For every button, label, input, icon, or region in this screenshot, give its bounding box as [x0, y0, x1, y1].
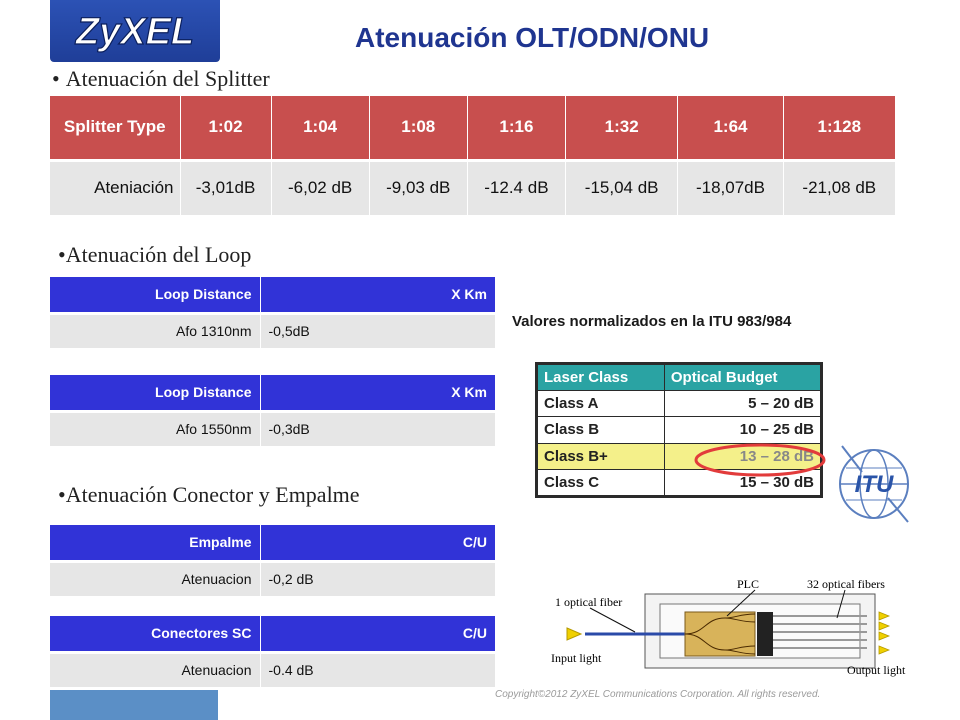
splitter-value-cell: -6,02 dB	[271, 160, 369, 215]
label-optical-fiber: 1 optical fiber	[555, 595, 623, 609]
splitter-value-cell: Ateniación	[50, 160, 180, 215]
loop-row-label: Afo 1550nm	[50, 411, 260, 446]
section-splitter-heading: • Atenuación del Splitter	[52, 66, 270, 91]
loop-table-1310	[50, 277, 495, 348]
splitter-value-cell: -9,03 dB	[369, 160, 467, 215]
connector-row-label: Atenuacion	[50, 652, 260, 687]
bullet-marker: •	[52, 66, 60, 91]
loop-table-1550	[50, 375, 495, 446]
splice-row-label: Atenuacion	[50, 561, 260, 596]
splitter-header-cell: 1:04	[271, 96, 369, 160]
splice-header-unit: C/U	[260, 525, 495, 561]
loop-row-value: -0,5dB	[260, 313, 495, 348]
loop-header-label: Loop Distance	[50, 375, 260, 411]
itu-class: Class A	[538, 391, 665, 417]
section-loop-heading: •Atenuación del Loop	[58, 242, 252, 267]
splitter-header-cell: 1:16	[467, 96, 565, 160]
splitter-header-row	[50, 96, 896, 160]
footer-accent-bar	[50, 690, 218, 720]
copyright-notice: Copyright©2012 ZyXEL Communications Corporation. All rights reserved.	[495, 689, 821, 700]
itu-budget: 10 – 25 dB	[664, 417, 820, 443]
splitter-header-cell: 1:64	[678, 96, 783, 160]
itu-budget: 5 – 20 dB	[664, 391, 820, 417]
splitter-header-cell: 1:08	[369, 96, 467, 160]
connector-sc-table	[50, 616, 495, 687]
splitter-value-cell: -18,07dB	[678, 160, 783, 215]
splitter-value-cell: -21,08 dB	[783, 160, 895, 215]
splitter-header-cell: Splitter Type	[50, 96, 180, 160]
loop-header-label: Loop Distance	[50, 277, 260, 313]
label-output-light: Output light	[847, 663, 906, 677]
page-title: Atenuación OLT/ODN/ONU	[355, 22, 710, 53]
itu-logo-text: ITU	[854, 471, 894, 498]
label-plc: PLC	[737, 577, 760, 591]
zyxel-logo	[50, 0, 220, 62]
splitter-table	[50, 96, 896, 215]
itu-budget-highlighted: 13 – 28 dB	[664, 443, 820, 469]
itu-class: Class C	[538, 469, 665, 495]
splitter-header-cell: 1:128	[783, 96, 895, 160]
logo-text: ZyXEL	[75, 11, 195, 53]
bullet-marker: •	[58, 482, 66, 507]
loop-row-value: -0,3dB	[260, 411, 495, 446]
splitter-header-cell: 1:02	[180, 96, 271, 160]
loop-header-unit: X Km	[260, 375, 495, 411]
splitter-value-cell: -3,01dB	[180, 160, 271, 215]
connector-header-unit: C/U	[260, 616, 495, 652]
label-input-light: Input light	[551, 651, 602, 665]
bullet-marker: •	[58, 242, 66, 267]
splice-header-label: Empalme	[50, 525, 260, 561]
itu-budget: 15 – 30 dB	[664, 469, 820, 495]
splitter-value-cell: -12.4 dB	[467, 160, 565, 215]
itu-col-header: Optical Budget	[664, 365, 820, 391]
plc-splitter-diagram	[545, 572, 925, 682]
loop-row-label: Afo 1310nm	[50, 313, 260, 348]
itu-col-header: Laser Class	[538, 365, 665, 391]
itu-globe-logo	[832, 438, 916, 526]
splitter-value-cell: -15,04 dB	[565, 160, 677, 215]
connector-row-value: -0.4 dB	[260, 652, 495, 687]
splice-table	[50, 525, 495, 596]
highlight-circle	[690, 440, 830, 480]
splice-row-value: -0,2 dB	[260, 561, 495, 596]
section-connector-heading: •Atenuación Conector y Empalme	[58, 482, 360, 507]
itu-class: Class B	[538, 417, 665, 443]
itu-heading: Valores normalizados en la ITU 983/984	[512, 313, 792, 330]
splitter-value-row	[50, 160, 896, 215]
splitter-header-cell: 1:32	[565, 96, 677, 160]
loop-header-unit: X Km	[260, 277, 495, 313]
connector-header-label: Conectores SC	[50, 616, 260, 652]
label-32-fibers: 32 optical fibers	[807, 577, 885, 591]
itu-class-highlighted: Class B+	[538, 443, 665, 469]
